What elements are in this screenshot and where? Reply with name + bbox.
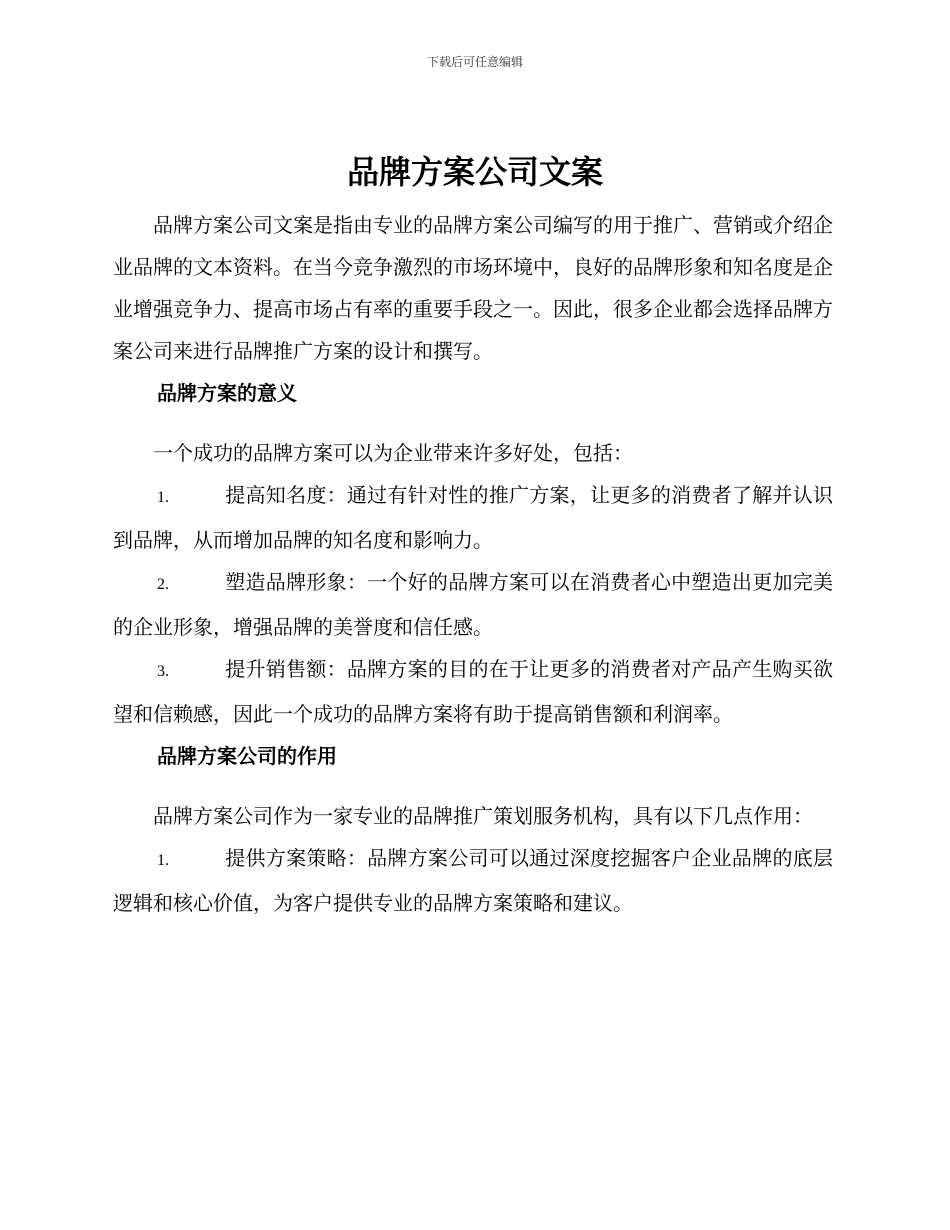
section-heading-meaning: 品牌方案的意义 xyxy=(157,381,297,405)
section2-lead-paragraph: 品牌方案公司作为一家专业的品牌推广策划服务机构，具有以下几点作用： xyxy=(153,804,813,828)
list-item-text: 提高知名度：通过有针对性的推广方案，让更多的消费者了解并认识到品牌，从而增加品牌的知名度和影响力。 xyxy=(113,483,833,552)
list-item-number: 3. xyxy=(157,663,169,680)
list-item-text: 塑造品牌形象：一个好的品牌方案可以在消费者心中塑造出更加完美的企业形象，增强品牌的美誉度和信任感。 xyxy=(113,570,833,639)
list-item-number: 1. xyxy=(157,852,169,869)
list-item-text: 提供方案策略：品牌方案公司可以通过深度挖掘客户企业品牌的底层逻辑和核心价值，为客户提供专业的品牌方案策略和建议。 xyxy=(113,846,833,915)
list-item-text: 提升销售额：品牌方案的目的在于让更多的消费者对产品产生购买欲望和信赖感，因此一个成功的品牌方案将有助于提高销售额和利润率。 xyxy=(113,657,833,726)
list-item-number: 2. xyxy=(157,576,169,593)
list-item xyxy=(113,474,833,561)
page-header-note: 下载后可任意编辑 xyxy=(426,55,523,69)
document-title: 品牌方案公司文案 xyxy=(346,153,603,191)
section1-lead-paragraph: 一个成功的品牌方案可以为企业带来许多好处，包括： xyxy=(153,441,633,465)
list-item-number: 1. xyxy=(157,489,169,506)
list-item xyxy=(113,837,833,924)
section-heading-role: 品牌方案公司的作用 xyxy=(157,744,337,768)
list-item xyxy=(113,561,833,648)
document-body xyxy=(113,204,833,924)
intro-paragraph: 品牌方案公司文案是指由专业的品牌方案公司编写的用于推广、营销或介绍企业品牌的文本资料。在当今竞争激烈的市场环境中，良好的品牌形象和知名度是企业增强竞争力、提高市场占有率的重要手段之一。因此，很多企业都会选择品牌方案公司来进行品牌推广方案的设计和撰写。 xyxy=(113,213,833,363)
list-item xyxy=(113,648,833,735)
